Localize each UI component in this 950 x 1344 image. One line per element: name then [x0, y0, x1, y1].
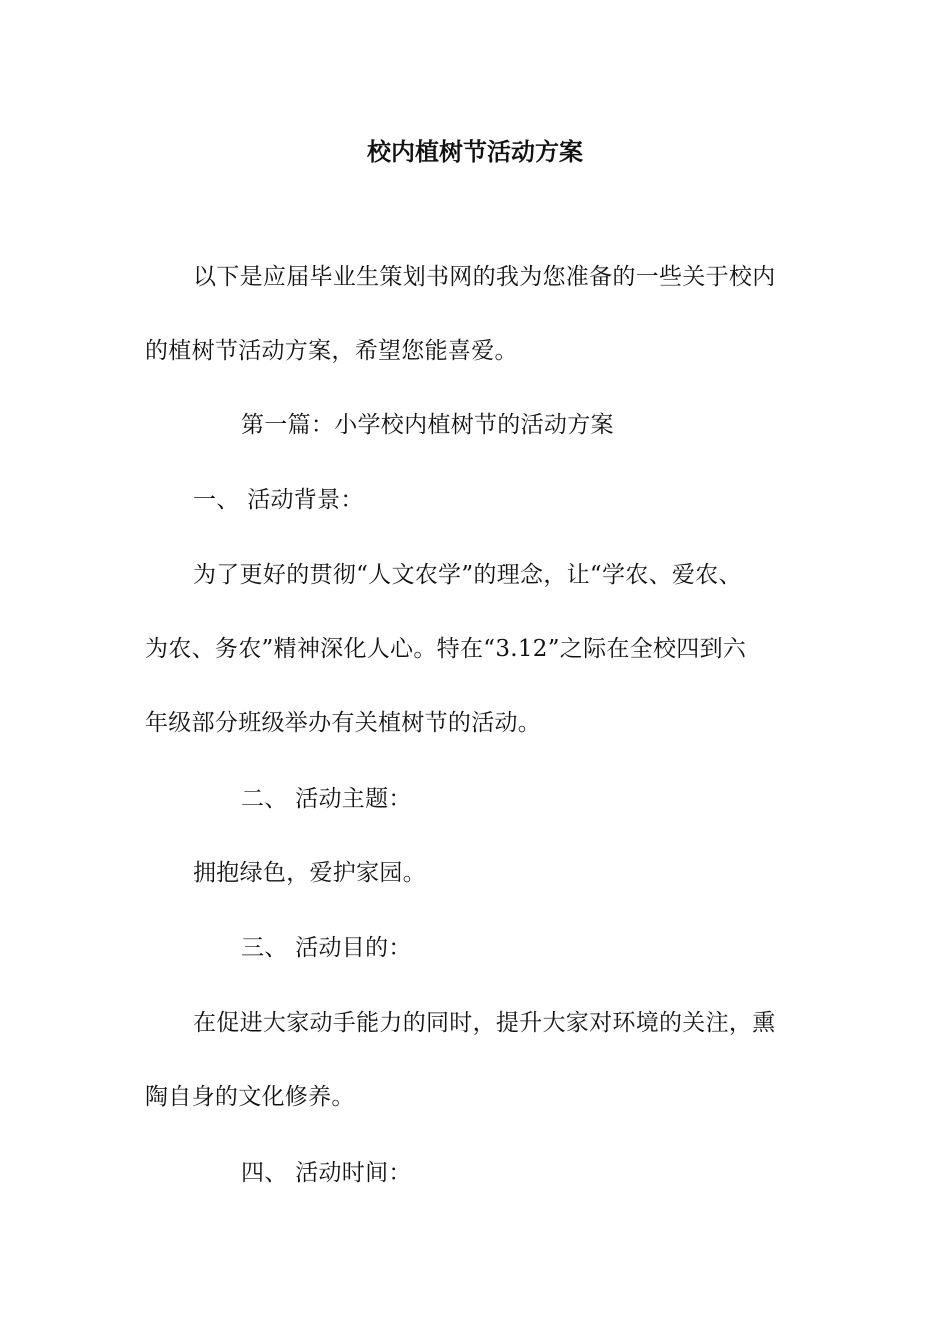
section-heading-part-one: 第一篇：小学校内植树节的活动方案 — [241, 412, 614, 438]
intro-line-2: 的植树节活动方案，希望您能喜爱。 — [145, 338, 518, 364]
background-line-3: 年级部分班级举办有关植树节的活动。 — [145, 710, 542, 736]
background-line-1: 为了更好的贯彻“人文农学”的理念，让“学农、爱农、 — [193, 562, 742, 588]
theme-text: 拥抱绿色，爱护家园。 — [193, 860, 426, 886]
purpose-line-1: 在促进大家动手能力的同时，提升大家对环境的关注，熏 — [193, 1010, 776, 1036]
intro-line-1: 以下是应届毕业生策划书网的我为您准备的一些关于校内 — [193, 264, 776, 290]
heading-theme: 二、 活动主题： — [241, 786, 412, 812]
background-line-2: 为农、务农”精神深化人心。特在“3.12”之际在全校四到六 — [145, 636, 747, 662]
purpose-line-2: 陶自身的文化修养。 — [145, 1084, 355, 1110]
heading-time: 四、 活动时间： — [241, 1160, 412, 1186]
heading-background: 一、 活动背景： — [193, 487, 364, 513]
heading-purpose: 三、 活动目的： — [241, 935, 412, 961]
document-title: 校内植树节活动方案 — [367, 137, 583, 166]
